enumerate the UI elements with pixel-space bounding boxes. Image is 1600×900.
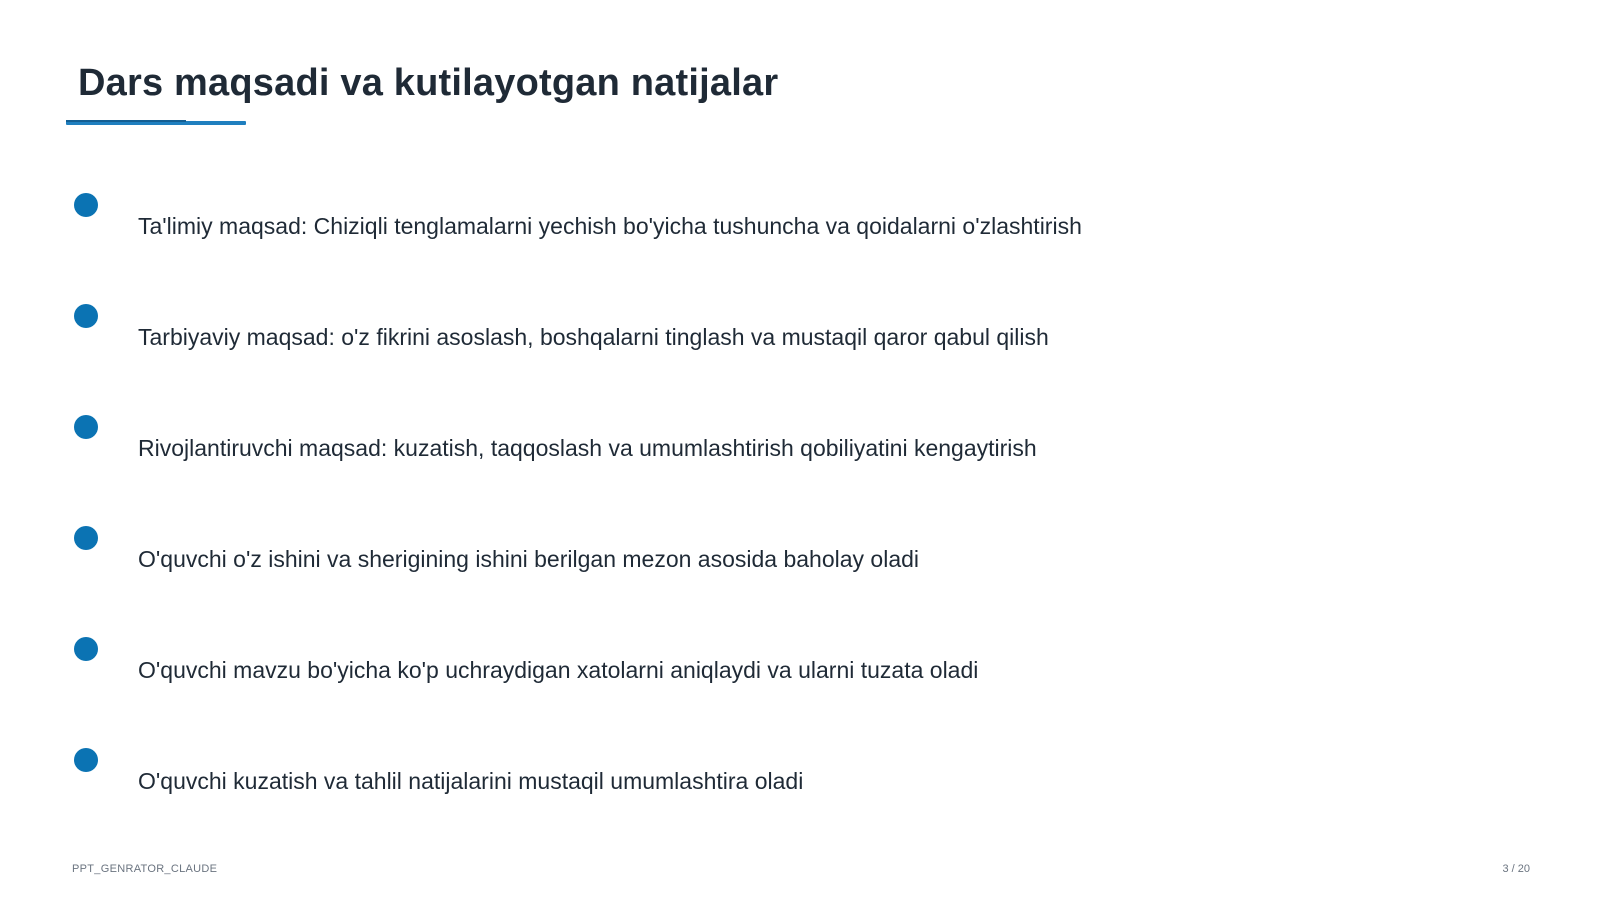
bullet-text: O'quvchi mavzu bo'yicha ko'p uchraydigan xatolarni aniqlaydi va ularni tuzata oladi	[138, 657, 979, 683]
slide-title: Dars maqsadi va kutilayotgan natijalar	[78, 62, 779, 104]
bullet-text: O'quvchi kuzatish va tahlil natijalarini mustaqil umumlashtira oladi	[138, 768, 804, 794]
bullet-dot-icon	[74, 748, 98, 772]
bullet-text: Tarbiyaviy maqsad: o'z fikrini asoslash, boshqalarni tinglash va mustaqil qaror qabul qilish	[138, 324, 1049, 350]
bullet-item	[0, 748, 1600, 808]
bullet-item	[0, 304, 1600, 364]
bullet-item	[0, 193, 1600, 253]
bullet-text: Ta'limiy maqsad: Chiziqli tenglamalarni yechish bo'yicha tushuncha va qoidalarni o'zlashtirish	[138, 213, 1082, 239]
bullet-dot-icon	[74, 415, 98, 439]
bullet-text: O'quvchi o'z ishini va sherigining ishini berilgan mezon asosida baholay oladi	[138, 546, 920, 572]
bullet-dot-icon	[74, 637, 98, 661]
page-indicator: 3 / 20	[1502, 863, 1530, 875]
bullet-dot-icon	[74, 304, 98, 328]
bullet-dot-icon	[74, 526, 98, 550]
bullet-item	[0, 526, 1600, 586]
bullet-dot-icon	[74, 193, 98, 217]
footer-label: PPT_GENRATOR_CLAUDE	[72, 863, 218, 875]
bullet-text: Rivojlantiruvchi maqsad: kuzatish, taqqoslash va umumlashtirish qobiliyatini kengaytirish	[138, 435, 1037, 461]
bullet-item	[0, 415, 1600, 475]
bullet-item	[0, 637, 1600, 697]
